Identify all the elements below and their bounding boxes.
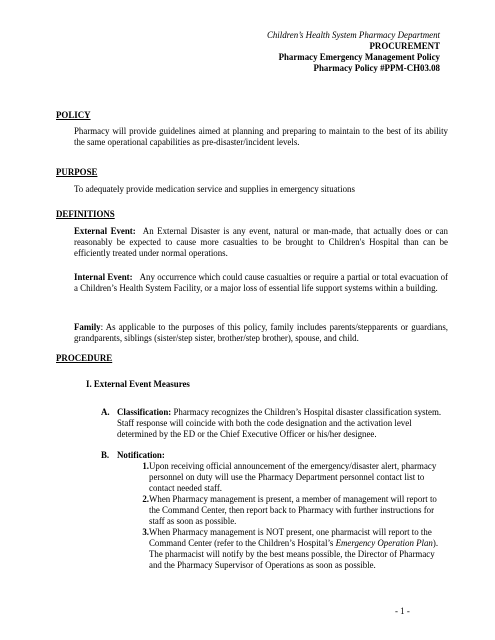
definition-internal: [74, 272, 448, 294]
purpose-text: To adequately provide medication service and supplies in emergency situations: [74, 184, 355, 194]
header-category: PROCUREMENT: [369, 41, 440, 51]
policy-text: Pharmacy will provide guidelines aimed at planning and preparing to maintain to the best of its ability the same operational capabilities as pre-disaster/incident levels.: [74, 126, 448, 147]
sub-item-2-number: 2.: [142, 494, 149, 504]
definition-external: [74, 226, 448, 259]
item-a-text: Pharmacy recognizes the Children’s Hospital disaster classification system. Staff response will coincide with both the code designation and the activation level determined by the ED or the Chief Executive Officer or his/her designee.: [117, 407, 442, 439]
definition-family: [74, 322, 448, 344]
header-policy-title: Pharmacy Emergency Management Policy: [278, 52, 440, 62]
sub-item-3-text-after: ). The pharmacist will notify by the best means possible, the Director of Pharmacy and the Pharmacy Supervisor of Operations as soon as possible.: [149, 537, 439, 570]
header-department: Children’s Health System Pharmacy Department: [266, 30, 440, 40]
item-a-classification: [117, 407, 442, 440]
definition-family-text: : As applicable to the purposes of this policy, family includes parents/stepparents or guardians, grandparents, siblings (sister/step sister, brother/step brother), spouse, and child.: [74, 322, 448, 343]
sub-item-1-number: 1.: [142, 461, 149, 471]
sub-item-3-text-before: When Pharmacy management is NOT present, one pharmacist will report to the Command Center (refer to the Children’s Hospital’s: [149, 527, 432, 548]
definition-external-text: An External Disaster is any event, natural or man-made, that actually does or can reasonably be expected to cause more casualties to be brought to Children's Hospital than can be efficiently treated under normal operations.: [74, 226, 448, 258]
item-a-label: A.: [101, 407, 110, 417]
policy-heading: POLICY: [56, 110, 91, 120]
header-policy-number: Pharmacy Policy #PPM-CH03.08: [313, 63, 440, 73]
definition-internal-text: Any occurrence which could cause casualties or require a partial or total evacuation of a Children’s Health System Facility, or a major loss of essential life support systems within a building.: [74, 272, 448, 293]
sub-item-3-emergency-plan-reference: Emergency Operation Plan: [335, 537, 433, 548]
definitions-heading: DEFINITIONS: [56, 209, 115, 219]
sub-item-3-text: [149, 527, 444, 571]
purpose-heading: PURPOSE: [56, 167, 98, 177]
item-b-label: B.: [101, 450, 110, 460]
sub-item-3-number: 3.: [142, 527, 149, 537]
definition-family-term: Family: [74, 322, 101, 332]
page-number: - 1 -: [395, 606, 410, 616]
sub-item-2-text: When Pharmacy management is present, a member of management will report to the Command Center, then report back to Pharmacy with further instructions for staff as soon as possible.: [149, 494, 437, 526]
item-b-notification: [117, 450, 442, 461]
document-header: [267, 30, 440, 74]
sub-item-1-text: Upon receiving official announcement of the emergency/disaster alert, pharmacy personnel on duty will use the Pharmacy Department personnel contact list to contact needed staff.: [149, 461, 437, 493]
definition-external-term: External Event:: [74, 226, 136, 236]
procedure-heading: PROCEDURE: [56, 353, 113, 363]
definition-internal-term: Internal Event:: [74, 272, 133, 282]
section-external-event-measures: I. External Event Measures: [86, 379, 190, 389]
item-b-term: Notification:: [117, 450, 165, 460]
item-a-term: Classification:: [117, 407, 172, 417]
